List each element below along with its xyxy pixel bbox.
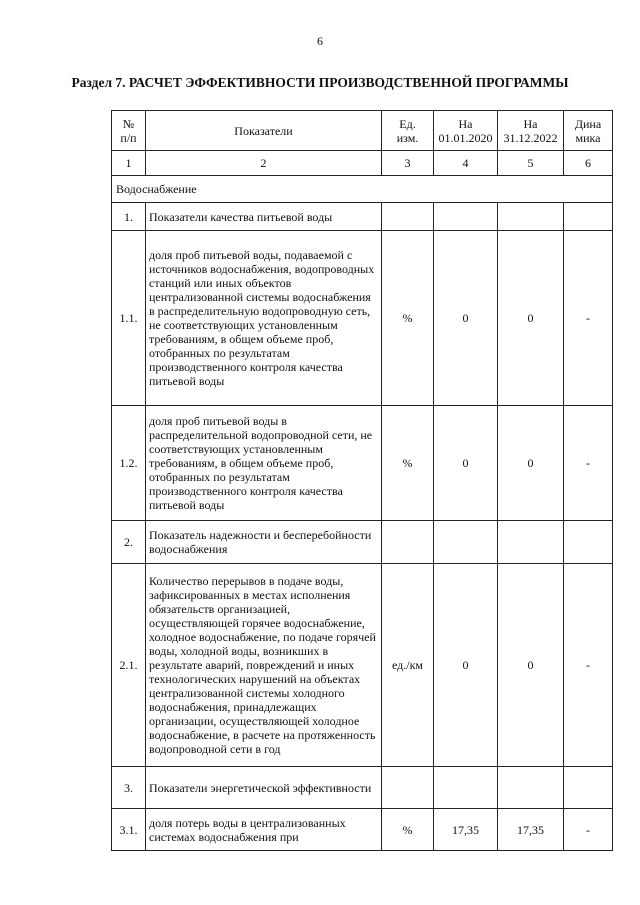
table-row <box>112 809 613 851</box>
row-dynamics: - <box>564 231 613 406</box>
row-unit <box>382 521 434 564</box>
header-unit: Ед. изм. <box>382 111 434 151</box>
row-dynamics <box>564 521 613 564</box>
row-value-2022 <box>498 767 564 809</box>
table-row <box>112 521 613 564</box>
row-dynamics: - <box>564 564 613 767</box>
header-num: № п/п <box>112 111 146 151</box>
col-number: 3 <box>382 151 434 176</box>
row-value-2020: 0 <box>434 231 498 406</box>
header-dynamics: Дина мика <box>564 111 613 151</box>
row-indicator: доля проб питьевой воды, подаваемой с источников водоснабжения, водопроводных станций или иных объектов централизованной системы водоснабжения в распределительную водопроводную сеть, не соответствующих установленным требованиям, в общем объеме проб, отобранных по результатам производственного контроля качества питьевой воды <box>146 231 382 406</box>
row-value-2020 <box>434 521 498 564</box>
row-num: 3.1. <box>112 809 146 851</box>
row-unit: % <box>382 231 434 406</box>
row-value-2022 <box>498 203 564 231</box>
row-indicator: Количество перерывов в подаче воды, зафиксированных в местах исполнения обязательств организацией, осуществляющей горячее водоснабжение, холодное водоснабжение, по подаче горячей воды, холодной воды, возникших в результате аварий, повреждений и иных технологических нарушений на объектах централизованной системы холодного водоснабжения, принадлежащих организации, осуществляющей холодное водоснабжение, в расчете на протяженность водопроводной сети в год <box>146 564 382 767</box>
efficiency-table <box>111 110 613 851</box>
col-number: 5 <box>498 151 564 176</box>
header-date-2022: На 31.12.2022 <box>498 111 564 151</box>
row-value-2022: 0 <box>498 564 564 767</box>
column-numbers-row <box>112 151 613 176</box>
page-number: 6 <box>317 34 323 48</box>
row-num: 2. <box>112 521 146 564</box>
row-dynamics: - <box>564 406 613 521</box>
row-num: 1.2. <box>112 406 146 521</box>
row-value-2022: 0 <box>498 231 564 406</box>
row-indicator: доля проб питьевой воды в распределительной водопроводной сети, не соответствующих установленным требованиям, в общем объеме проб, отобранных по результатам производственного контроля качества питьевой воды <box>146 406 382 521</box>
row-indicator: доля потерь воды в централизованных системах водоснабжения при <box>146 809 382 851</box>
row-unit: % <box>382 406 434 521</box>
section-title: Раздел 7. РАСЧЕТ ЭФФЕКТИВНОСТИ ПРОИЗВОДСТВЕННОЙ ПРОГРАММЫ <box>71 75 569 90</box>
col-number: 2 <box>146 151 382 176</box>
row-value-2020 <box>434 767 498 809</box>
row-dynamics <box>564 767 613 809</box>
row-value-2020: 0 <box>434 564 498 767</box>
row-value-2022: 17,35 <box>498 809 564 851</box>
table-row <box>112 231 613 406</box>
col-number: 6 <box>564 151 613 176</box>
row-num: 2.1. <box>112 564 146 767</box>
col-number: 4 <box>434 151 498 176</box>
table-row <box>112 203 613 231</box>
row-indicator: Показатель надежности и бесперебойности водоснабжения <box>146 521 382 564</box>
row-value-2020: 17,35 <box>434 809 498 851</box>
row-value-2020 <box>434 203 498 231</box>
row-num: 3. <box>112 767 146 809</box>
row-unit <box>382 767 434 809</box>
header-date-2020: На 01.01.2020 <box>434 111 498 151</box>
row-num: 1.1. <box>112 231 146 406</box>
header-row <box>112 111 613 151</box>
table-row <box>112 767 613 809</box>
header-indicator: Показатели <box>146 111 382 151</box>
row-value-2020: 0 <box>434 406 498 521</box>
row-indicator: Показатели энергетической эффективности <box>146 767 382 809</box>
row-num: 1. <box>112 203 146 231</box>
row-value-2022 <box>498 521 564 564</box>
row-indicator: Показатели качества питьевой воды <box>146 203 382 231</box>
row-dynamics <box>564 203 613 231</box>
row-unit: % <box>382 809 434 851</box>
section-label: Водоснабжение <box>112 176 613 203</box>
row-value-2022: 0 <box>498 406 564 521</box>
row-unit: ед./км <box>382 564 434 767</box>
section-row <box>112 176 613 203</box>
row-dynamics: - <box>564 809 613 851</box>
col-number: 1 <box>112 151 146 176</box>
row-unit <box>382 203 434 231</box>
table-row <box>112 406 613 521</box>
table-row <box>112 564 613 767</box>
